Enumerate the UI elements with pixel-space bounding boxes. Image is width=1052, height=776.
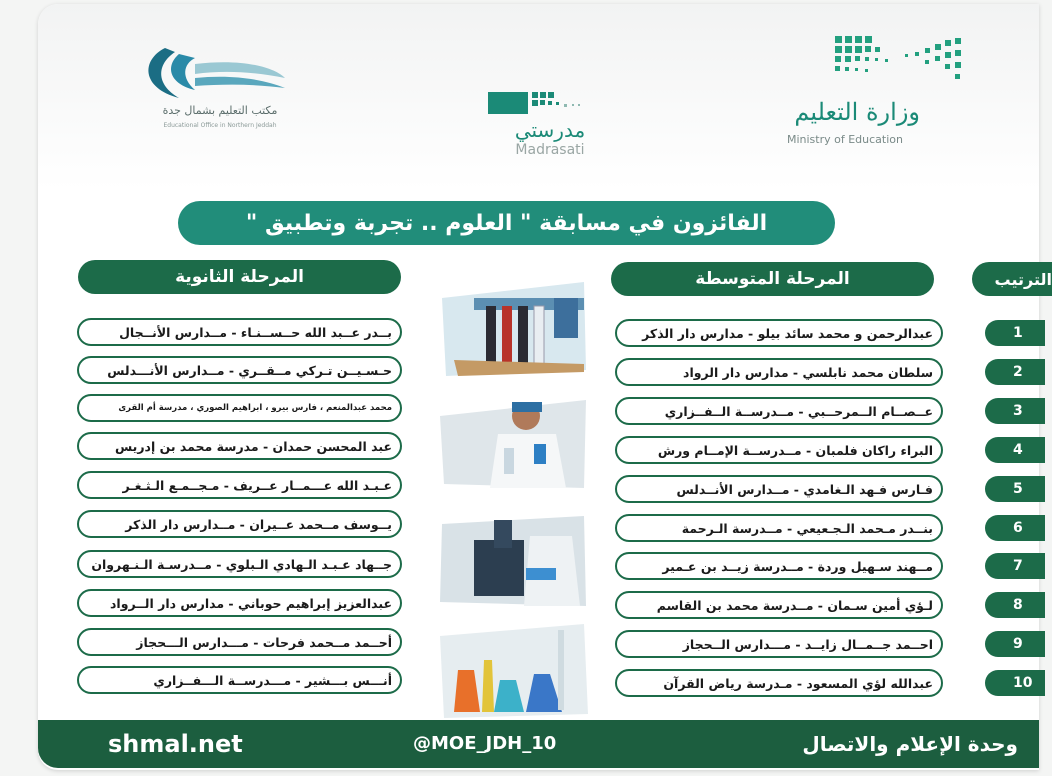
rank-badge: 7 [985,553,1045,579]
secondary-row: عبد المحسن حمدان - مدرسة محمد بن إدريس [77,432,402,460]
middle-stage-header: المرحلة المتوسطة [611,262,934,296]
footer-site-link[interactable]: shmal.net [108,730,243,758]
scientist-photo [434,392,592,492]
middle-row: مــهند سـهيل وردة - مــدرسة زيــد بن عـمير [615,552,943,580]
footer-bar [38,720,1039,768]
rank-badge: 6 [985,515,1045,541]
secondary-row: عـبـد الله عـــمــار عــريف - مـجــمـع الـثـغـر [77,471,402,499]
rank-badge: 1 [985,320,1045,346]
office-name-en: Educational Office in Northern Jeddah [163,122,277,129]
footer-unit-name: وحدة الإعلام والاتصال [802,732,1018,756]
secondary-row: بــدر عــبد الله حــســنـاء - مــدارس الأنــجال [77,318,402,346]
madrasati-icon [488,86,628,120]
ministry-name-en: Ministry of Education [786,133,903,146]
middle-row: فـارس فـهد الـغامدي - مــدارس الأنــدلس [615,475,943,503]
middle-row: عبدالله لؤي المسعود - مـدرسة رياض القرآن [615,669,943,697]
ministry-dots-icon [835,34,965,84]
microscope-photo [434,510,592,610]
middle-row: لـؤي أمين سـمان - مــدرسة محمد بن القاسم [615,591,943,619]
secondary-row: جــهاد عـبـد الـهادي الـبلوي - مــدرسـة الـنـهروان [77,550,402,578]
rank-badge: 10 [985,670,1045,696]
madrasati-name-ar: مدرستي [514,118,586,142]
ministry-logo [755,26,975,156]
secondary-stage-header: المرحلة الثانوية [78,260,401,294]
rank-badge: 3 [985,398,1045,424]
test-tubes-photo [434,278,592,378]
rank-badge: 9 [985,631,1045,657]
rank-header: الترتيب [972,262,1052,296]
middle-row: البراء راكان فلمبان - مــدرســة الإمــام ورش [615,436,943,464]
ministry-name-ar: وزارة التعليم [794,98,920,126]
middle-row: عــصــام الــمرحــبي - مــدرســة الــفــزاري [615,397,943,425]
rank-badge: 2 [985,359,1045,385]
rank-badge: 4 [985,437,1045,463]
secondary-row: يــوسف مــحمد عــيران - مــدارس دار الذكر [77,510,402,538]
page-title: الفائزون في مسابقة " العلوم .. تجربة وتطبيق " [178,201,835,245]
office-swoosh-icon [135,44,295,106]
secondary-row: حـسـيــن تـركي مــقــري - مــدارس الأنـــدلس [77,356,402,384]
rank-badge: 5 [985,476,1045,502]
middle-row: سلطان محمد نابلسي - مدارس دار الرواد [615,358,943,386]
secondary-row: أنـــس بـــشير - مـــدرســة الـــفــزاري [77,666,402,694]
rank-badge: 8 [985,592,1045,618]
office-name-ar: مكتب التعليم بشمال جدة [162,104,278,117]
secondary-row: عبدالعزيز إبراهيم حوباني - مدارس دار الــرواد [77,589,402,617]
madrasati-logo [480,86,630,176]
footer-social-handle[interactable]: @MOE_JDH_10 [413,733,557,754]
secondary-row: أحــمد مــحمد فرحات - مـــدارس الـــحجاز [77,628,402,656]
madrasati-name-en: Madrasati [515,142,585,158]
middle-row: احــمد جــمــال زايــد - مـــدارس الــحجاز [615,630,943,658]
flasks-photo [434,620,592,720]
office-logo [125,40,325,140]
middle-row: عبدالرحمن و محمد سائد بيلو - مدارس دار الذكر [615,319,943,347]
secondary-row: محمد عبدالمنعم ، فارس بيرو ، ابراهيم الصوري ، مدرسة أم القرى [77,394,402,422]
middle-row: بنــدر مـحمد الـجـعيعي - مــدرسة الـرحمة [615,514,943,542]
